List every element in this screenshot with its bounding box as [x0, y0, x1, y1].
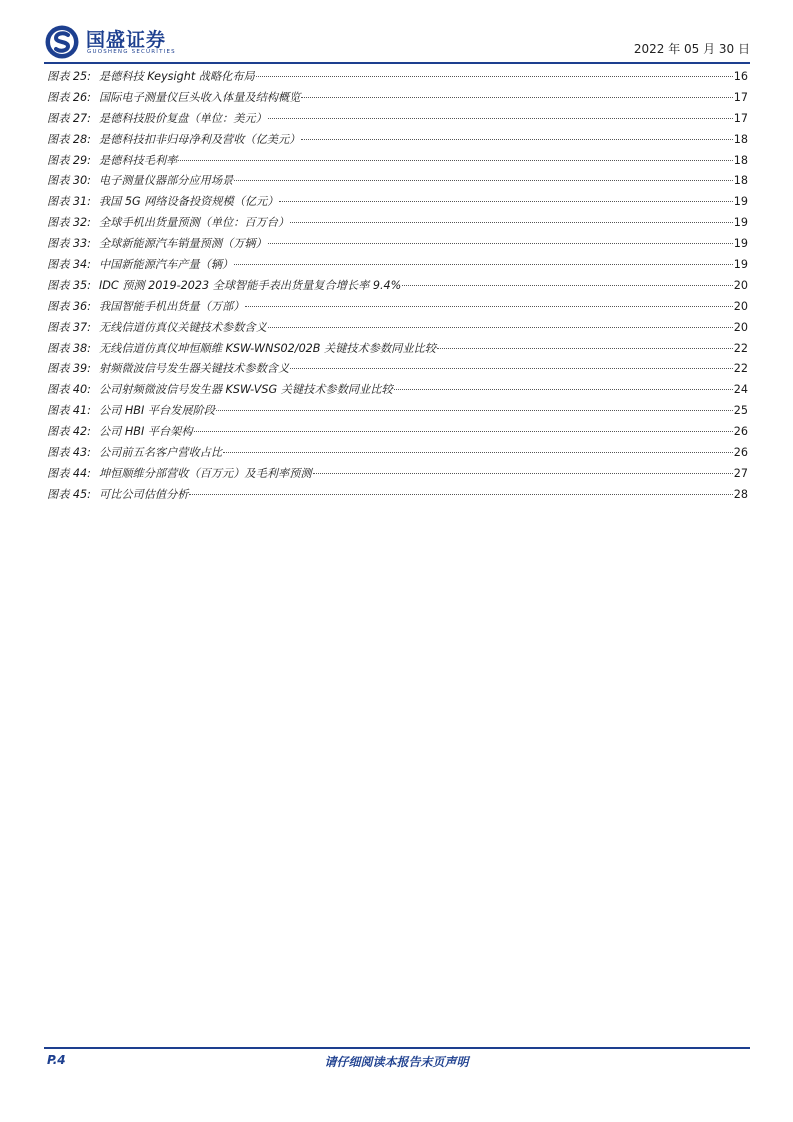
toc-entry-title[interactable]: 是德科技扣非归母净利及营收（亿美元）: [98, 132, 301, 146]
toc-entry-page[interactable]: 18: [733, 153, 748, 167]
toc-leader-dots: [223, 451, 733, 453]
toc-entry-page[interactable]: 27: [733, 466, 748, 480]
toc-entry-label: 图表 42:: [47, 425, 91, 439]
toc-entry[interactable]: [47, 193, 748, 214]
toc-entry-title[interactable]: 国际电子测量仪巨头收入体量及结构概览: [98, 90, 301, 104]
toc-entry-label: 图表 38:: [47, 341, 91, 355]
toc-entry-label: 图表 25:: [47, 70, 91, 83]
toc-entry-label: 图表 43:: [47, 446, 91, 460]
toc-entry-title[interactable]: 坤恒顺维分部营收（百万元）及毛利率预测: [98, 466, 312, 480]
toc-entry-label: 图表 33:: [47, 237, 91, 251]
toc-entry-label: 图表 30:: [47, 174, 91, 188]
toc-entry-title[interactable]: 公司射频微波信号发生器 KSW-VSG 关键技术参数同业比较: [98, 383, 393, 397]
toc-leader-dots: [245, 305, 732, 307]
toc-leader-dots: [301, 96, 732, 98]
toc-entry-label: 图表 44:: [47, 466, 91, 480]
toc-entry-title[interactable]: 可比公司估值分析: [98, 487, 189, 501]
figure-index-list: [47, 68, 748, 507]
toc-entry-label: 图表 36:: [47, 299, 91, 313]
toc-entry-label: 图表 35:: [47, 278, 91, 292]
toc-entry-label: 图表 39:: [47, 362, 91, 376]
toc-entry-title[interactable]: 我国智能手机出货量（万部）: [98, 299, 245, 313]
footer-divider: [44, 1047, 750, 1049]
toc-entry[interactable]: [47, 298, 748, 319]
toc-entry-label: 图表 29:: [47, 153, 91, 167]
toc-entry-page[interactable]: 17: [733, 111, 748, 125]
toc-entry-page[interactable]: 26: [733, 446, 748, 460]
toc-entry[interactable]: [47, 423, 748, 444]
toc-leader-dots: [234, 179, 733, 181]
toc-entry-page[interactable]: 19: [733, 258, 748, 272]
toc-entry-title[interactable]: 全球新能源汽车销量预测（万辆）: [98, 237, 267, 251]
toc-leader-dots: [290, 367, 733, 369]
toc-leader-dots: [194, 430, 733, 432]
toc-entry-title[interactable]: IDC 预测 2019-2023 全球智能手表出货量复合增长率 9.4%: [98, 278, 402, 292]
toc-leader-dots: [256, 75, 733, 77]
toc-entry-page[interactable]: 26: [733, 425, 748, 439]
toc-leader-dots: [234, 263, 733, 265]
toc-leader-dots: [437, 347, 733, 349]
report-date: 2022 年 05 月 30 日: [633, 42, 750, 56]
toc-leader-dots: [216, 409, 733, 411]
toc-entry-page[interactable]: 20: [733, 320, 748, 334]
toc-leader-dots: [313, 472, 733, 474]
toc-leader-dots: [279, 200, 732, 202]
toc-entry-label: 图表 40:: [47, 383, 91, 397]
toc-leader-dots: [178, 159, 732, 161]
toc-leader-dots: [268, 242, 733, 244]
header-divider: [44, 62, 750, 64]
toc-entry-title[interactable]: 公司前五名客户营收占比: [98, 446, 223, 460]
toc-entry[interactable]: [47, 110, 748, 131]
toc-entry-title[interactable]: 我国 5G 网络设备投资规模（亿元）: [98, 195, 279, 209]
toc-entry-page[interactable]: 20: [733, 278, 748, 292]
toc-leader-dots: [268, 326, 733, 328]
toc-leader-dots: [402, 284, 732, 286]
toc-entry[interactable]: [47, 402, 748, 423]
toc-entry-label: 图表 34:: [47, 258, 91, 272]
toc-entry[interactable]: [47, 152, 748, 173]
toc-entry-page[interactable]: 18: [733, 132, 748, 146]
toc-entry[interactable]: [47, 214, 748, 235]
toc-entry[interactable]: [47, 319, 748, 340]
toc-entry[interactable]: [47, 486, 748, 507]
toc-entry[interactable]: [47, 465, 748, 486]
toc-leader-dots: [268, 117, 733, 119]
toc-entry-title[interactable]: 是德科技 Keysight 战略化布局: [98, 70, 255, 83]
toc-entry-page[interactable]: 16: [733, 70, 748, 83]
toc-entry[interactable]: [47, 360, 748, 381]
toc-entry[interactable]: [47, 131, 748, 152]
toc-entry-title[interactable]: 射频微波信号发生器关键技术参数含义: [98, 362, 290, 376]
toc-entry-page[interactable]: 24: [733, 383, 748, 397]
toc-entry-page[interactable]: 22: [733, 362, 748, 376]
guosheng-logo-icon: [44, 24, 80, 60]
toc-entry-title[interactable]: 全球手机出货量预测（单位：百万台）: [98, 216, 290, 230]
page-header: [44, 22, 750, 62]
brand-name-en: GUOSHENG SECURITIES: [87, 49, 176, 55]
toc-entry-page[interactable]: 20: [733, 299, 748, 313]
toc-entry[interactable]: [47, 277, 748, 298]
footer-disclaimer: 请仔细阅读本报告末页声明: [324, 1055, 469, 1069]
toc-entry-page[interactable]: 22: [733, 341, 748, 355]
toc-entry-page[interactable]: 28: [733, 487, 748, 501]
toc-entry-title[interactable]: 是德科技毛利率: [98, 153, 178, 167]
toc-entry-label: 图表 37:: [47, 320, 91, 334]
toc-entry-title[interactable]: 是德科技股价复盘（单位：美元）: [98, 111, 267, 125]
toc-entry[interactable]: [47, 235, 748, 256]
toc-entry-title[interactable]: 无线信道仿真仪坤恒顺维 KSW-WNS02/02B 关键技术参数同业比较: [98, 341, 436, 355]
toc-entry-label: 图表 31:: [47, 195, 91, 209]
brand-name-cn: 国盛证券: [86, 29, 167, 51]
toc-entry-title[interactable]: 中国新能源汽车产量（辆）: [98, 258, 234, 272]
toc-entry-title[interactable]: 电子测量仪器部分应用场景: [98, 174, 234, 188]
toc-entry[interactable]: [47, 256, 748, 277]
toc-entry-label: 图表 32:: [47, 216, 91, 230]
toc-entry-title[interactable]: 公司 HBI 平台架构: [98, 425, 193, 439]
toc-entry[interactable]: [47, 172, 748, 193]
toc-entry-page[interactable]: 18: [733, 174, 748, 188]
toc-entry-label: 图表 27:: [47, 111, 91, 125]
toc-entry-page[interactable]: 17: [733, 90, 748, 104]
toc-entry-page[interactable]: 25: [733, 404, 748, 418]
toc-leader-dots: [301, 138, 732, 140]
toc-entry[interactable]: [47, 340, 748, 361]
toc-entry-title[interactable]: 无线信道仿真仪关键技术参数含义: [98, 320, 267, 334]
toc-entry-page[interactable]: 19: [733, 216, 748, 230]
toc-leader-dots: [394, 388, 733, 390]
toc-leader-dots: [189, 493, 732, 495]
toc-entry-label: 图表 45:: [47, 487, 91, 501]
toc-entry-label: 图表 26:: [47, 90, 91, 104]
toc-entry[interactable]: [47, 444, 748, 465]
toc-entry[interactable]: [47, 68, 748, 89]
toc-entry-page[interactable]: 19: [733, 237, 748, 251]
toc-entry[interactable]: [47, 381, 748, 402]
toc-entry-label: 图表 28:: [47, 132, 91, 146]
toc-leader-dots: [290, 221, 733, 223]
toc-entry-title[interactable]: 公司 HBI 平台发展阶段: [98, 404, 215, 418]
toc-entry[interactable]: [47, 89, 748, 110]
toc-entry-label: 图表 41:: [47, 404, 91, 418]
page-number: P.4: [47, 1053, 66, 1067]
toc-entry-page[interactable]: 19: [733, 195, 748, 209]
